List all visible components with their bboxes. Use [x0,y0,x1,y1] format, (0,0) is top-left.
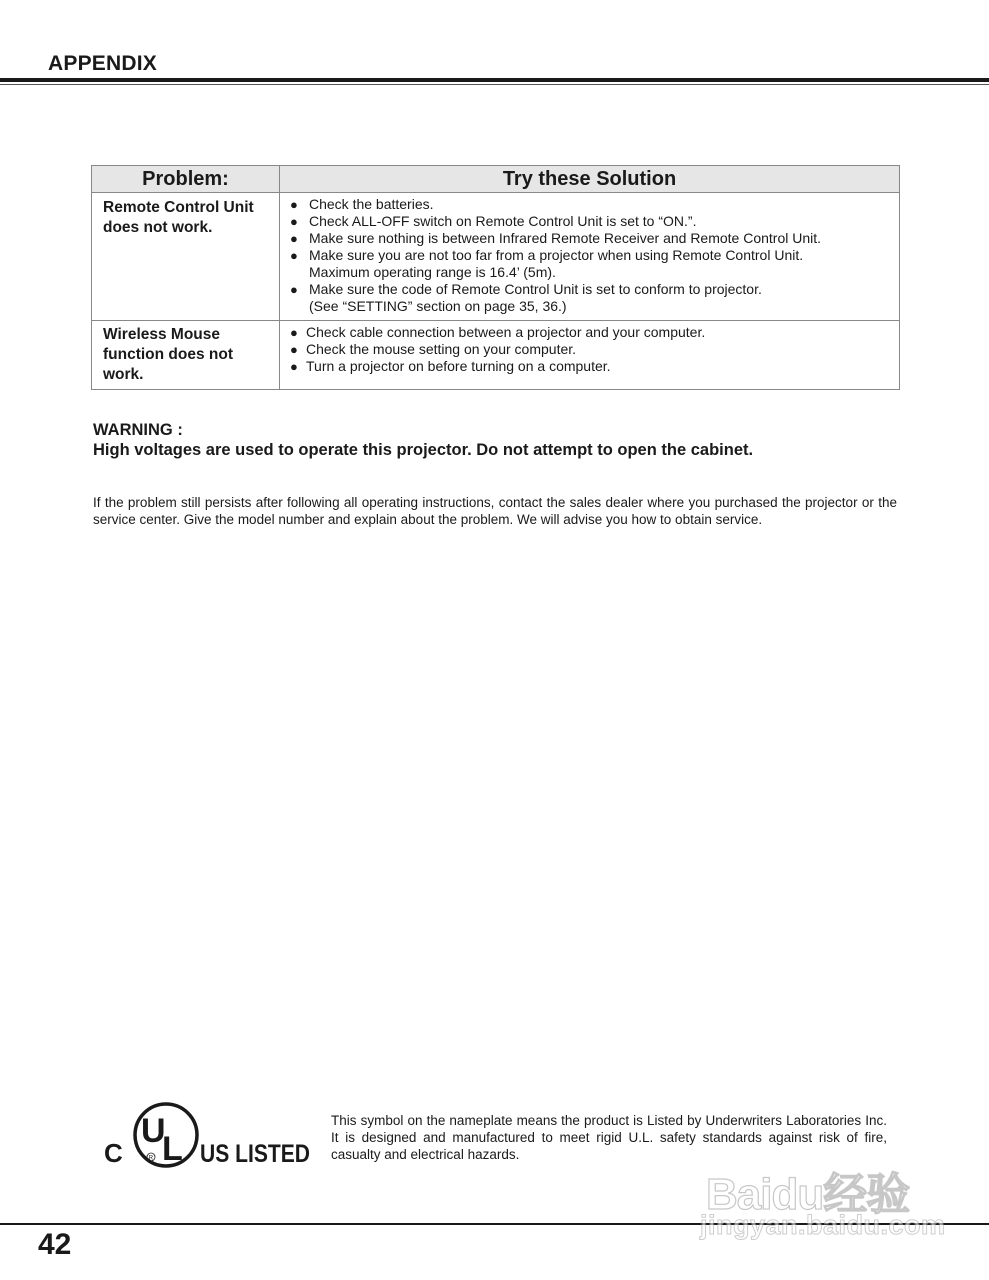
baidu-jingyan-watermark [700,1140,946,1270]
solutions-wireless-mouse [280,321,900,390]
bullet-icon: ● [290,214,298,229]
bullet-icon: ● [290,325,298,340]
list-item: ● Check the batteries. [290,196,434,212]
list-item-continuation: (See “SETTING” section on page 35, 36.) [309,298,567,314]
list-item: ● Check ALL-OFF switch on Remote Control Unit is set to “ON.”. [290,213,697,229]
table-row [92,193,900,321]
warning-title: WARNING : [93,421,183,439]
column-header-problem: Problem: [92,166,280,193]
svg-text:US LISTED: US LISTED [200,1140,310,1168]
bullet-icon: ● [290,197,298,212]
watermark-brand: Baidu经验 [706,1170,910,1219]
table-row [92,321,900,390]
list-item: ● Make sure you are not too far from a projector when using Remote Control Unit. [290,247,804,263]
column-header-solution: Try these Solution [280,166,900,193]
svg-text:C: C [104,1138,123,1168]
list-item: ● Check cable connection between a projector and your computer. [290,324,706,340]
warning-text: High voltages are used to operate this projector. Do not attempt to open the cabinet. [93,441,754,459]
page-number: 42 [38,1228,72,1261]
solutions-remote-control [280,193,900,321]
svg-text:R: R [148,1155,154,1162]
bullet-icon: ● [290,282,298,297]
bullet-icon: ● [290,342,298,357]
troubleshooting-table [91,165,900,390]
bullet-icon: ● [290,248,298,263]
list-item: ● Make sure the code of Remote Control Unit is set to conform to projector. [290,281,762,297]
watermark-url: jingyan.baidu.com [700,1210,946,1240]
ul-listed-mark-icon [104,1100,314,1170]
list-item-continuation: Maximum operating range is 16.4’ (5m). [309,264,556,280]
service-note: If the problem still persists after following all operating instructions, contact the sales dealer where you purchased the projector or the service center. Give the model number and explain about the problem. We will advise you how to obtain service. [93,495,897,527]
bullet-icon: ● [290,231,298,246]
svg-text:U: U [141,1112,166,1150]
list-item: ● Turn a projector on before turning on a computer. [290,358,611,374]
header-rule-thin [0,84,989,85]
ul-listing-text: This symbol on the nameplate means the product is Listed by Underwriters Laboratories Inc. It is designed and manufactured to meet rigid U.L. safety standards against risk of fire, casualty and electrical hazards. [331,1113,887,1162]
section-title: APPENDIX [48,52,157,75]
bullet-icon: ● [290,359,298,374]
problem-wireless-mouse: Wireless Mouse function does not work. [92,321,280,390]
list-item: ● Make sure nothing is between Infrared Remote Receiver and Remote Control Unit. [290,230,822,246]
problem-remote-control: Remote Control Unit does not work. [92,193,280,321]
svg-text:L: L [162,1130,183,1168]
header-rule [0,78,989,82]
list-item: ● Check the mouse setting on your computer. [290,341,577,357]
table-header-row [92,166,900,193]
